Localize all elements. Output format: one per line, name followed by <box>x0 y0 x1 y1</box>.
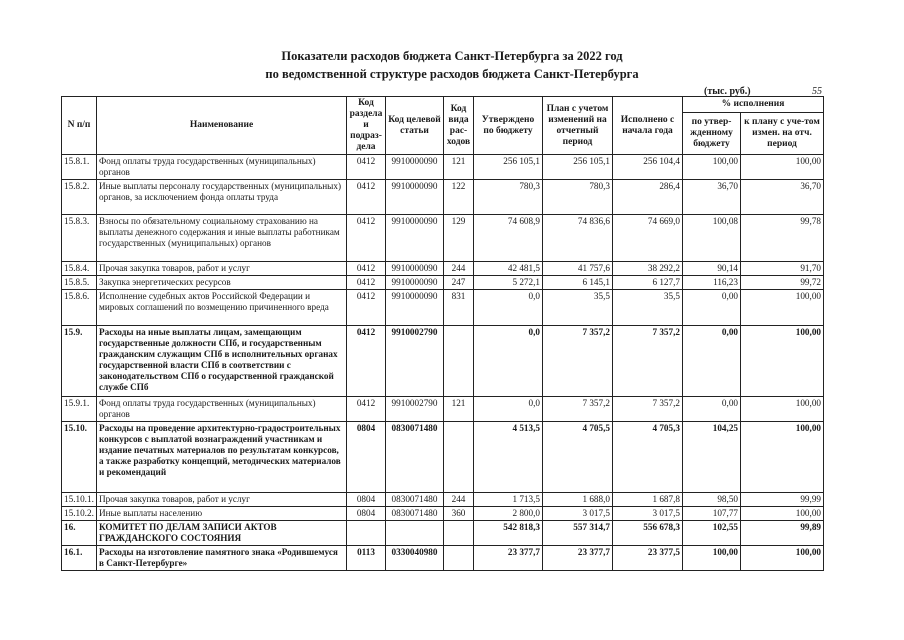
cell-pct-plan: 100,00 <box>741 155 824 180</box>
cell-plan: 6 145,1 <box>543 276 613 290</box>
header-executed: Исполнено с начала года <box>613 97 683 155</box>
cell-target-code: 9910000090 <box>386 276 444 290</box>
cell-approved: 2 800,0 <box>474 507 543 521</box>
table-row <box>62 422 824 493</box>
cell-name: Прочая закупка товаров, работ и услуг <box>97 262 347 276</box>
cell-pct-approved: 36,70 <box>683 180 741 215</box>
cell-pct-plan: 100,00 <box>741 507 824 521</box>
cell-approved: 5 272,1 <box>474 276 543 290</box>
document-title-line-1: Показатели расходов бюджета Санкт-Петербурга за 2022 год <box>281 49 623 63</box>
cell-num: 15.10.1. <box>62 493 97 507</box>
cell-name: Фонд оплаты труда государственных (муниципальных) органов <box>97 155 347 180</box>
table-row <box>62 155 824 180</box>
cell-target-code: 9910000090 <box>386 290 444 326</box>
cell-executed: 256 104,4 <box>613 155 683 180</box>
cell-section-code: 0113 <box>347 546 386 571</box>
cell-section-code: 0412 <box>347 276 386 290</box>
cell-executed: 3 017,5 <box>613 507 683 521</box>
header-plan: План с учетом изменений на отчетный период <box>543 97 613 155</box>
header-pct-plan: к плану с уче-том измен. на отч. период <box>741 112 824 154</box>
cell-plan: 7 357,2 <box>543 397 613 422</box>
cell-name: Иные выплаты персоналу государственных (муниципальных) органов, за исключением фонда оплаты труда <box>97 180 347 215</box>
cell-executed: 556 678,3 <box>613 521 683 546</box>
cell-target-code: 9910000090 <box>386 180 444 215</box>
cell-plan: 3 017,5 <box>543 507 613 521</box>
table-header <box>62 97 824 155</box>
cell-expense-type-code <box>444 326 474 397</box>
cell-pct-plan: 91,70 <box>741 262 824 276</box>
cell-pct-plan: 100,00 <box>741 326 824 397</box>
cell-section-code: 0412 <box>347 262 386 276</box>
header-approved: Утверждено по бюджету <box>474 97 543 155</box>
cell-pct-plan: 100,00 <box>741 546 824 571</box>
cell-target-code: 9910000090 <box>386 215 444 262</box>
cell-plan: 256 105,1 <box>543 155 613 180</box>
cell-pct-approved: 0,00 <box>683 290 741 326</box>
cell-plan: 4 705,5 <box>543 422 613 493</box>
cell-approved: 74 608,9 <box>474 215 543 262</box>
cell-expense-type-code: 121 <box>444 155 474 180</box>
cell-target-code: 0830071480 <box>386 493 444 507</box>
cell-approved: 0,0 <box>474 397 543 422</box>
cell-pct-approved: 116,23 <box>683 276 741 290</box>
cell-num: 15.10. <box>62 422 97 493</box>
cell-target-code: 0830071480 <box>386 507 444 521</box>
cell-section-code: 0412 <box>347 215 386 262</box>
header-pct-group: % исполнения <box>683 97 824 113</box>
header-target-code: Код целевой статьи <box>386 97 444 155</box>
cell-name: Расходы на изготовление памятного знака «Родившемуся в Санкт-Петербурге» <box>97 546 347 571</box>
cell-expense-type-code: 360 <box>444 507 474 521</box>
cell-pct-plan: 99,78 <box>741 215 824 262</box>
cell-approved: 542 818,3 <box>474 521 543 546</box>
cell-num: 15.8.6. <box>62 290 97 326</box>
table-row <box>62 521 824 546</box>
cell-approved: 23 377,7 <box>474 546 543 571</box>
cell-name: Закупка энергетических ресурсов <box>97 276 347 290</box>
cell-approved: 256 105,1 <box>474 155 543 180</box>
cell-expense-type-code: 244 <box>444 262 474 276</box>
cell-pct-plan: 100,00 <box>741 397 824 422</box>
cell-plan: 557 314,7 <box>543 521 613 546</box>
cell-pct-approved: 100,00 <box>683 546 741 571</box>
cell-expense-type-code <box>444 521 474 546</box>
table-row <box>62 180 824 215</box>
table-body <box>62 155 824 571</box>
document-title-line-2: по ведомственной структуре расходов бюджета Санкт-Петербурга <box>265 67 639 81</box>
cell-approved: 0,0 <box>474 290 543 326</box>
budget-table <box>61 96 824 571</box>
cell-pct-plan: 36,70 <box>741 180 824 215</box>
cell-section-code: 0804 <box>347 422 386 493</box>
header-section-code: Код раздела и подраз-дела <box>347 97 386 155</box>
cell-pct-plan: 100,00 <box>741 422 824 493</box>
cell-expense-type-code: 831 <box>444 290 474 326</box>
cell-pct-plan: 99,89 <box>741 521 824 546</box>
cell-num: 16. <box>62 521 97 546</box>
cell-name: Фонд оплаты труда государственных (муниципальных) органов <box>97 397 347 422</box>
cell-expense-type-code <box>444 546 474 571</box>
cell-plan: 7 357,2 <box>543 326 613 397</box>
cell-pct-approved: 98,50 <box>683 493 741 507</box>
cell-executed: 1 687,8 <box>613 493 683 507</box>
cell-approved: 42 481,5 <box>474 262 543 276</box>
cell-name: Исполнение судебных актов Российской Федерации и мировых соглашений по возмещению причиненного вреда <box>97 290 347 326</box>
cell-executed: 7 357,2 <box>613 326 683 397</box>
cell-section-code: 0804 <box>347 507 386 521</box>
cell-section-code: 0412 <box>347 326 386 397</box>
cell-executed: 23 377,5 <box>613 546 683 571</box>
header-expense-type-code: Код вида рас-ходов <box>444 97 474 155</box>
cell-section-code: 0804 <box>347 493 386 507</box>
cell-num: 15.8.3. <box>62 215 97 262</box>
cell-pct-approved: 100,00 <box>683 155 741 180</box>
cell-pct-approved: 90,14 <box>683 262 741 276</box>
cell-num: 15.10.2. <box>62 507 97 521</box>
cell-expense-type-code: 129 <box>444 215 474 262</box>
cell-target-code: 9910000090 <box>386 155 444 180</box>
table-row <box>62 507 824 521</box>
cell-executed: 38 292,2 <box>613 262 683 276</box>
table-row <box>62 215 824 262</box>
cell-target-code: 9910002790 <box>386 397 444 422</box>
cell-approved: 0,0 <box>474 326 543 397</box>
cell-approved: 1 713,5 <box>474 493 543 507</box>
cell-num: 15.9.1. <box>62 397 97 422</box>
cell-section-code: 0412 <box>347 290 386 326</box>
cell-plan: 1 688,0 <box>543 493 613 507</box>
cell-name: Прочая закупка товаров, работ и услуг <box>97 493 347 507</box>
table-row <box>62 493 824 507</box>
cell-name: КОМИТЕТ ПО ДЕЛАМ ЗАПИСИ АКТОВ ГРАЖДАНСКОГО СОСТОЯНИЯ <box>97 521 347 546</box>
cell-target-code: 9910002790 <box>386 326 444 397</box>
header-num: N п/п <box>62 97 97 155</box>
cell-target-code: 0830071480 <box>386 422 444 493</box>
cell-executed: 4 705,3 <box>613 422 683 493</box>
cell-section-code: 0412 <box>347 180 386 215</box>
cell-pct-approved: 100,08 <box>683 215 741 262</box>
table-row <box>62 262 824 276</box>
cell-pct-plan: 100,00 <box>741 290 824 326</box>
cell-pct-approved: 107,77 <box>683 507 741 521</box>
cell-pct-approved: 0,00 <box>683 397 741 422</box>
cell-name: Иные выплаты населению <box>97 507 347 521</box>
cell-approved: 4 513,5 <box>474 422 543 493</box>
cell-expense-type-code: 121 <box>444 397 474 422</box>
page-number: 55 <box>812 86 822 97</box>
cell-num: 16.1. <box>62 546 97 571</box>
cell-section-code: 0412 <box>347 397 386 422</box>
cell-executed: 35,5 <box>613 290 683 326</box>
cell-expense-type-code: 247 <box>444 276 474 290</box>
cell-pct-approved: 102,55 <box>683 521 741 546</box>
cell-name: Расходы на проведение архитектурно-градостроительных конкурсов с выплатой вознаграждений участникам и издание печатных материалов по результатам конкурсов, а также разработку концепций, методических материалов и рекомендаций <box>97 422 347 493</box>
cell-expense-type-code: 122 <box>444 180 474 215</box>
header-pct-approved: по утвер-жденному бюджету <box>683 112 741 154</box>
cell-num: 15.8.2. <box>62 180 97 215</box>
cell-pct-approved: 104,25 <box>683 422 741 493</box>
cell-target-code <box>386 521 444 546</box>
cell-target-code: 0330040980 <box>386 546 444 571</box>
table-row <box>62 326 824 397</box>
table-row <box>62 546 824 571</box>
table-row <box>62 276 824 290</box>
cell-executed: 286,4 <box>613 180 683 215</box>
cell-expense-type-code: 244 <box>444 493 474 507</box>
cell-pct-plan: 99,72 <box>741 276 824 290</box>
cell-pct-plan: 99,99 <box>741 493 824 507</box>
cell-num: 15.9. <box>62 326 97 397</box>
cell-executed: 74 669,0 <box>613 215 683 262</box>
cell-name: Взносы по обязательному социальному страхованию на выплаты денежного содержания и иные выплаты работникам государственных (муниципальных) органов <box>97 215 347 262</box>
table-row <box>62 290 824 326</box>
cell-num: 15.8.5. <box>62 276 97 290</box>
cell-name: Расходы на иные выплаты лицам, замещающим государственные должности СПб, и государственным гражданским служащим СПб в исполнительных органах государственной власти СПб в соответствии с законодательством СПб о государственной гражданской службе СПб <box>97 326 347 397</box>
cell-plan: 780,3 <box>543 180 613 215</box>
cell-executed: 6 127,7 <box>613 276 683 290</box>
cell-plan: 35,5 <box>543 290 613 326</box>
cell-num: 15.8.4. <box>62 262 97 276</box>
cell-plan: 74 836,6 <box>543 215 613 262</box>
units-label: (тыс. руб.) <box>704 86 751 97</box>
cell-section-code: 0412 <box>347 155 386 180</box>
cell-approved: 780,3 <box>474 180 543 215</box>
table-row <box>62 397 824 422</box>
cell-section-code <box>347 521 386 546</box>
cell-executed: 7 357,2 <box>613 397 683 422</box>
cell-plan: 41 757,6 <box>543 262 613 276</box>
cell-pct-approved: 0,00 <box>683 326 741 397</box>
cell-target-code: 9910000090 <box>386 262 444 276</box>
header-name: Наименование <box>97 97 347 155</box>
cell-num: 15.8.1. <box>62 155 97 180</box>
cell-plan: 23 377,7 <box>543 546 613 571</box>
cell-expense-type-code <box>444 422 474 493</box>
